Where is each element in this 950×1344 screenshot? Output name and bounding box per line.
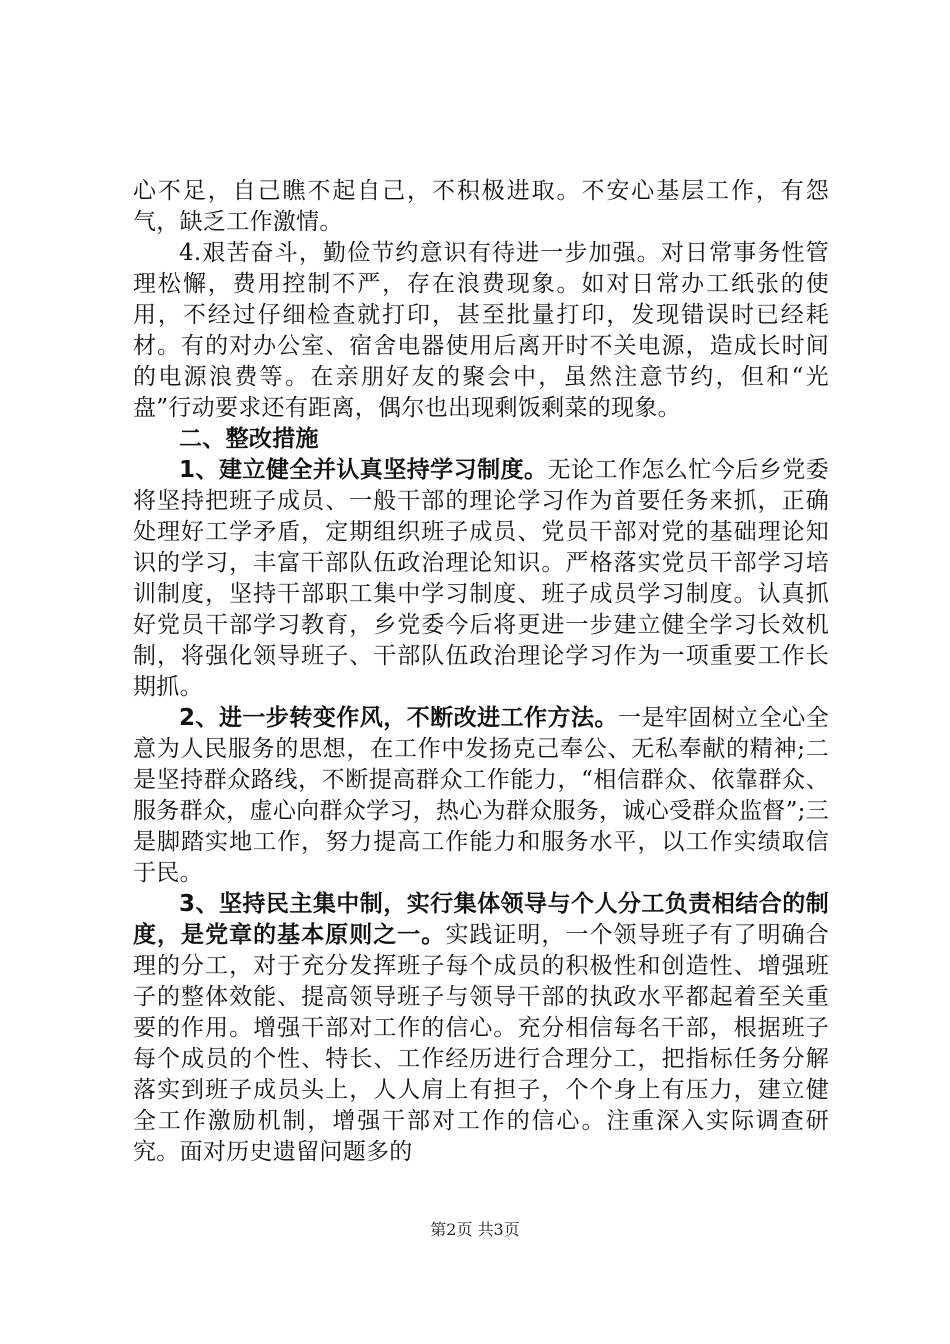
paragraph-text: 4.艰苦奋斗，勤俭节约意识有待进一步加强。对日常事务性管理松懈，费用控制不严，存在浪费现象。如对日常办工纸张的使用，不经过仔细检查就打印，甚至批量打印，发现错误时已经耗材。有的对办公室、宿舍电器使用后离开时不关电源，造成长时间的电源浪费等。在亲朋好友的聚会中，虽然注意节约，但和“光盘”行动要求还有距离，偶尔也出现剩饭剩菜的现象。 — [133, 240, 829, 421]
section-heading — [133, 424, 829, 455]
page-number-footer — [0, 1217, 950, 1240]
paragraph-text: 一是牢固树立全心全意为人民服务的思想，在工作中发扬克己奉公、无私奉献的精神;二是坚持群众路线，不断提高群众工作能力，“相信群众、依靠群众、服务群众，虚心向群众学习，热心为群众服务，诚心受群众监督”;三是脚踏实地工作，努力提高工作能力和服务水平，以工作实绩取信于民。 — [133, 705, 829, 886]
paragraph-lead: 2、进一步转变作风，不断改进工作方法。 — [179, 705, 618, 731]
document-body — [133, 176, 829, 1168]
paragraph-lead: 3、坚持民主集中制，实行集体领导与个人分工负责相结合的制度，是党章的基本原则之一。 — [133, 891, 829, 948]
paragraph-item-4 — [133, 238, 829, 424]
paragraph-text: 无论工作怎么忙今后乡党委将坚持把班子成员、一般干部的理论学习作为首要任务来抓，正确处理好工学矛盾，定期组织班子成员、党员干部对党的基础理论知识的学习，丰富干部队伍政治理论知识。严格落实党员干部学习培训制度，坚持干部职工集中学习制度、班子成员学习制度。认真抓好党员干部学习教育，乡党委今后将更进一步建立健全学习长效机制，将强化领导班子、干部队伍政治理论学习作为一项重要工作长期抓。 — [133, 457, 829, 700]
paragraph-text: 实践证明，一个领导班子有了明确合理的分工，对于充分发挥班子每个成员的积极性和创造性、增强班子的整体效能、提高领导班子与领导干部的执政水平都起着至关重要的作用。增强干部对工作的信心。充分相信每名干部，根据班子每个成员的个性、特长、工作经历进行合理分工，把指标任务分解落实到班子成员头上，人人肩上有担子，个个身上有压力，建立健全工作激励机制，增强干部对工作的信心。注重深入实际调查研究。面对历史遗留问题多的 — [133, 922, 829, 1165]
paragraph-measure-2 — [133, 703, 829, 889]
page-number-label: 第2页 共3页 — [430, 1220, 520, 1239]
paragraph-text: 心不足，自己瞧不起自己，不积极进取。不安心基层工作，有怨气，缺乏工作激情。 — [133, 178, 829, 235]
section-heading-text: 二、整改措施 — [179, 426, 319, 452]
paragraph-continuation — [133, 176, 829, 238]
paragraph-measure-3 — [133, 889, 829, 1168]
paragraph-measure-1 — [133, 455, 829, 703]
paragraph-lead: 1、建立健全并认真坚持学习制度。 — [179, 457, 548, 483]
